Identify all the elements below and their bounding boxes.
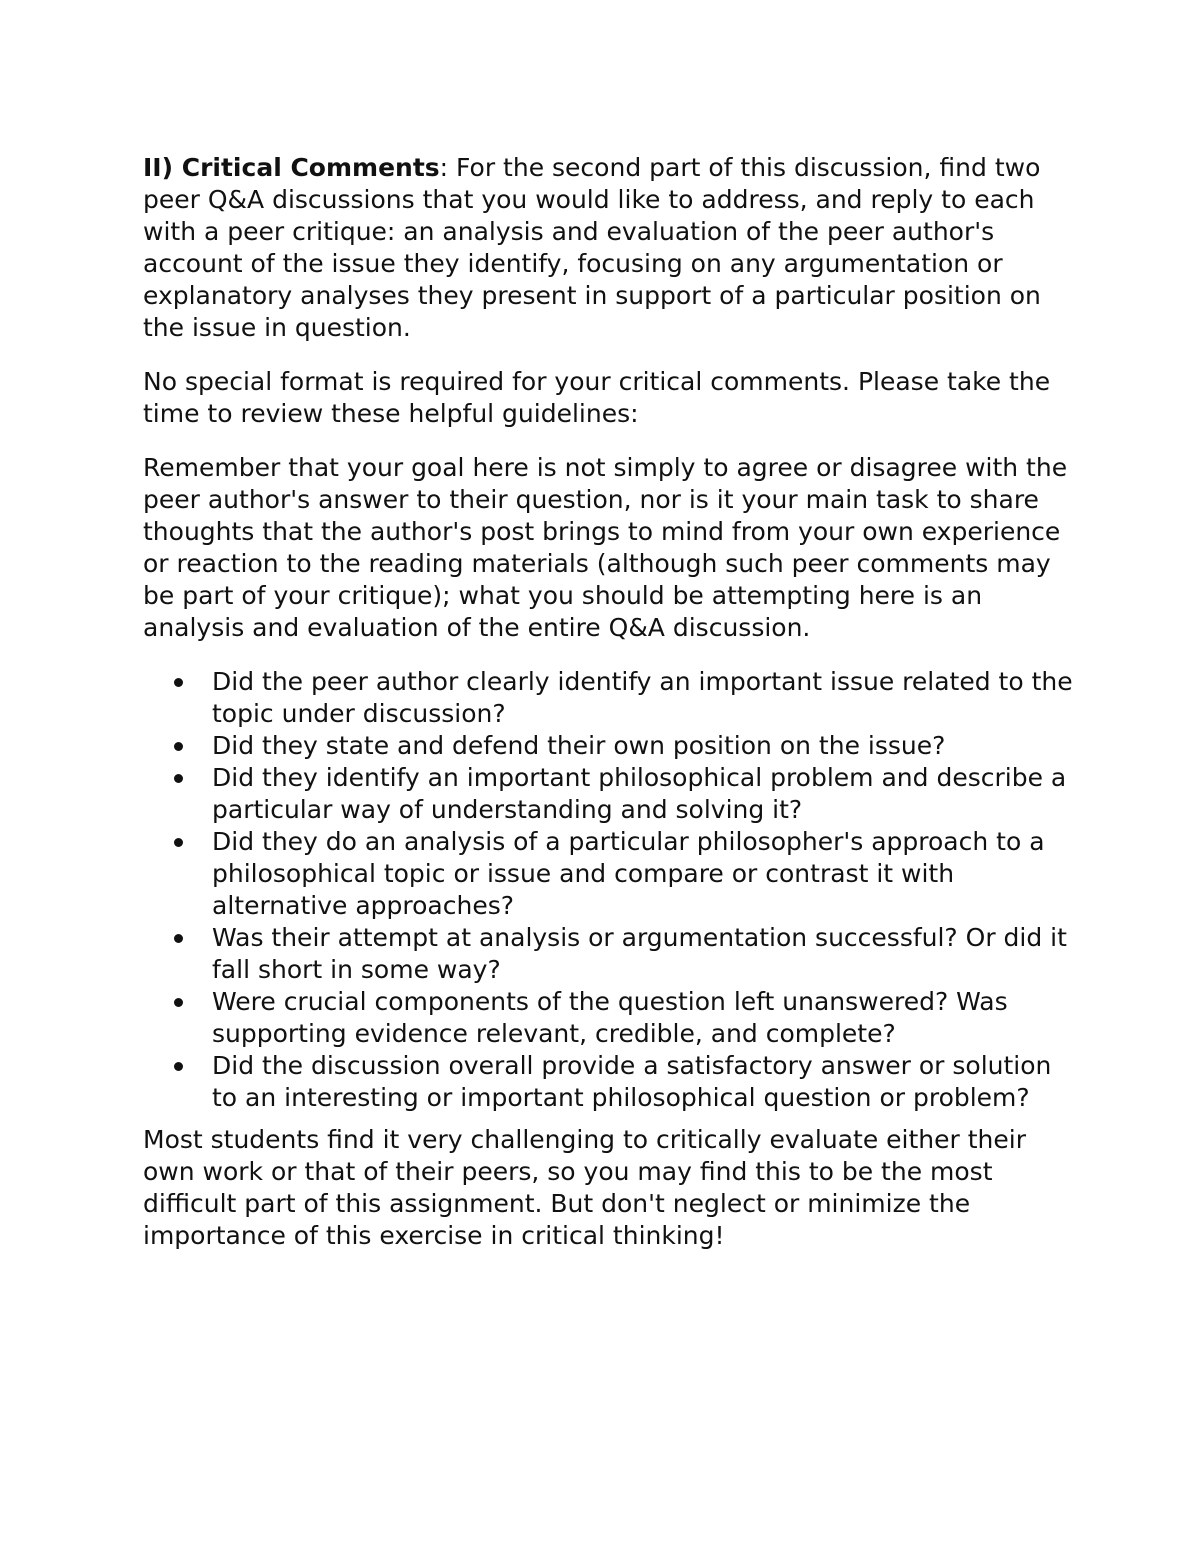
intro-text: : For the second part of this discussion, find two peer Q&A discussions that you would like to address, and reply to each with a peer critique: an analysis and evaluation of the peer author's account of the issue they identify, focusing on any argumentation or explanatory analyses they present in support of a particular position on the issue in question. (143, 153, 1041, 342)
bullet-icon (174, 774, 183, 783)
list-item-text: Did they do an analysis of a particular philosopher's approach to a philosophical topic or issue and compare or contrast it with alternative approaches? (212, 827, 1045, 920)
list-item-text: Did the peer author clearly identify an important issue related to the topic under discussion? (212, 667, 1073, 728)
closing-paragraph: Most students find it very challenging to critically evaluate either their own work or that of their peers, so you may find this to be the most difficult part of this assignment. But don't neglect or minimize the importance of this exercise in critical thinking! (143, 1125, 1027, 1250)
list-item (212, 730, 1073, 762)
list-item-text: Was their attempt at analysis or argumentation successful? Or did it fall short in some way? (212, 923, 1067, 984)
list-item-text: Did they state and defend their own position on the issue? (212, 731, 946, 760)
list-item (212, 986, 1073, 1050)
list-item-text: Did they identify an important philosophical problem and describe a particular way of understanding and solving it? (212, 763, 1067, 824)
bullet-icon (174, 1062, 183, 1071)
bullet-icon (174, 742, 183, 751)
bullet-icon (174, 934, 183, 943)
bullet-icon (174, 838, 183, 847)
document-page (143, 152, 1073, 1274)
list-item (212, 826, 1073, 922)
goal-paragraph: Remember that your goal here is not simply to agree or disagree with the peer author's answer to their question, nor is it your main task to share thoughts that the author's post brings to mind from your own experience or reaction to the reading materials (although such peer comments may be part of your critique); what you should be attempting here is an analysis and evaluation of the entire Q&A discussion. (143, 453, 1068, 642)
list-item (212, 666, 1073, 730)
list-item (212, 762, 1073, 826)
list-item (212, 1050, 1073, 1114)
list-item-text: Did the discussion overall provide a satisfactory answer or solution to an interesting or important philosophical question or problem? (212, 1051, 1052, 1112)
format-note-paragraph: No special format is required for your critical comments. Please take the time to review these helpful guidelines: (143, 367, 1051, 428)
list-item (212, 922, 1073, 986)
bullet-icon (174, 678, 183, 687)
guideline-questions-list (143, 666, 1073, 1114)
intro-paragraph (143, 152, 1073, 344)
bullet-icon (174, 998, 183, 1007)
list-item-text: Were crucial components of the question left unanswered? Was supporting evidence relevant, credible, and complete? (212, 987, 1008, 1048)
section-heading: II) Critical Comments (143, 153, 440, 182)
